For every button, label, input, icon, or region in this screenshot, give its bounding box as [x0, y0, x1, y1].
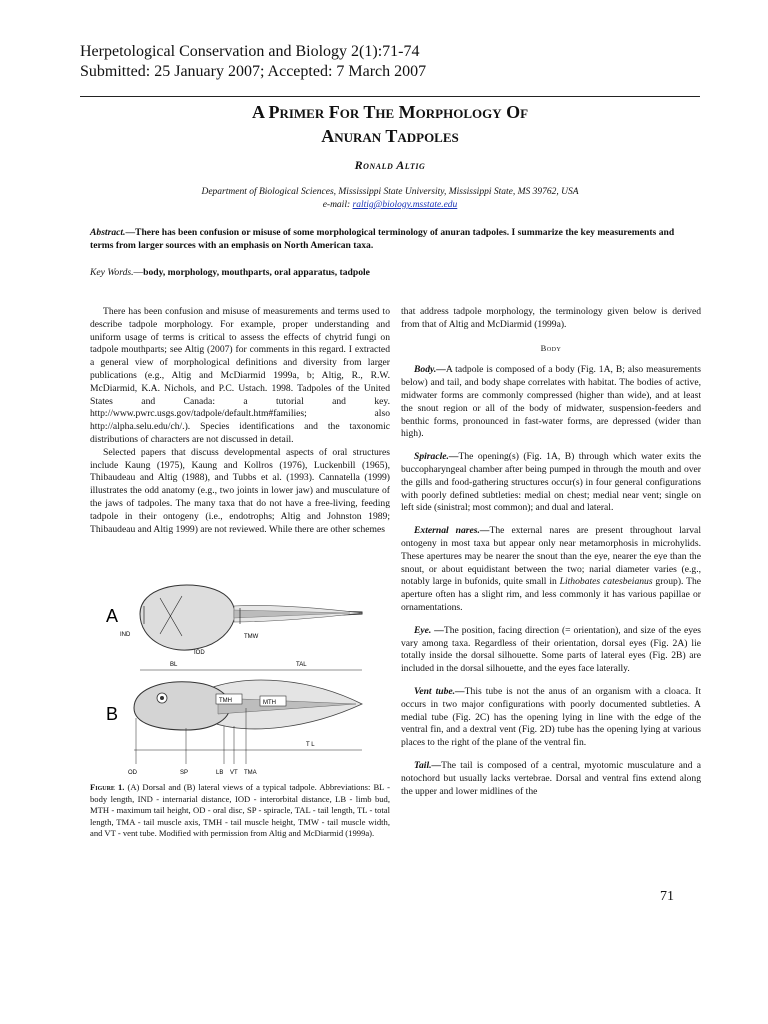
title-line-1: A Primer For The Morphology Of: [251, 102, 529, 122]
affiliation-email-line: [80, 199, 700, 212]
body-text: A tadpole is composed of a body (Fig. 1A, B; also measurements below) and tail, and body shape correlates with habitat. The bodies of active, midwater forms are commonly compressed (higher than wide), and at least the snout region or all of the body of midwater, suspension-feeders and benthic forms, pronounced in fast-water forms, are depressed (wider than high).: [401, 364, 701, 440]
tail-text: The tail is composed of a central, myotomic musculature and a notochord but usually lacks vertebrae. Dorsal and ventral fins extend along the upper and lower midlines of the: [401, 759, 701, 797]
header-rule: [80, 96, 700, 97]
email-prefix: e-mail:: [322, 200, 353, 210]
label-tl: T L: [306, 742, 315, 748]
label-tma: TMA: [244, 770, 257, 776]
affiliation-address: Department of Biological Sciences, Mississippi State University, Mississippi State, MS 39762, USA: [201, 187, 579, 197]
abstract-dash: —: [125, 227, 136, 238]
intro-paragraph-2: Selected papers that discuss developmental aspects of oral structures include Kaung (1975), Kaung and Kollros (1976), Luckenbill (1965), Thibaudeau and Altig (1988), and Tubbs et al. (1993). Cannatella (1999) illustrates the odd anatomy (e.g., two joints in lower jaw) and musculature of the jaws of tadpoles. The many taxa that do not have a free-living, feeding tadpole in their ontogeny (i.e., endotrophs; Altig and Johnston 1989; Thibaudeau and Altig 1999) are not reviewed. While there are other schemes: [90, 446, 390, 535]
tail-heading: Tail.—: [414, 759, 442, 771]
label-tmw: TMW: [244, 634, 259, 640]
tadpole-pupil: [160, 696, 164, 700]
figure-caption: [90, 782, 390, 840]
body-paragraph: [401, 364, 701, 441]
vent-text: This tube is not the anus of an organism with a cloaca. It occurs in two major configurations with poorly documented subtleties. A medial tube (Fig. 2C) has the opening lying in line with the edge of the ventral fin, and a dextral vent (Fig. 2D) tube has the opening lying at various places to the right of the plane of the ventral fin.: [401, 685, 701, 749]
spiracle-paragraph: [401, 451, 701, 515]
tadpole-figure: [100, 578, 370, 778]
left-column: [90, 306, 390, 536]
abstract-text: There has been confusion or misuse of some morphological terminology of anuran tadpoles. I summarize the key measurements and terms from larger sources with an emphasis on North American taxa.: [90, 227, 675, 251]
tail-paragraph: [401, 760, 701, 798]
keywords-label: Key Words.: [90, 267, 134, 278]
nares-text-1: The external nares are present throughout larval ontogeny in most taxa but appear only near metamorphosis in microhylids. These apertures may be nearer the snout than the eye, nearer the eye than the snout, or about equidistant between the two; narial diameter varies (e.g., notably large in bufonids, quite small in: [401, 525, 701, 588]
label-vt: VT: [230, 770, 238, 776]
affiliation: [80, 186, 700, 212]
spiracle-text: The opening(s) (Fig. 1A, B) through which water exits the buccopharyngeal chamber after being pumped in through the mouth and over the gills and food-gathering structures occur(s) in four general configurations with poorly defined subtleties: medial on chest; medial near vent; single on left side (sinistral; most common); and dual and lateral.: [401, 451, 701, 514]
label-ind: IND: [120, 632, 131, 638]
abstract-label: Abstract.: [90, 227, 126, 238]
label-od: OD: [128, 770, 137, 776]
label-lb: LB: [216, 770, 224, 776]
journal-header: [80, 42, 426, 82]
section-heading-body: Body: [540, 342, 562, 353]
label-mth: MTH: [263, 700, 276, 706]
label-tal: TAL: [296, 662, 307, 668]
figure-label-b: B: [106, 704, 119, 724]
body-heading: Body.—: [414, 364, 446, 376]
right-column: [401, 306, 701, 798]
spiracle-heading: Spiracle.—: [414, 451, 459, 463]
nares-paragraph: [401, 525, 701, 615]
keywords: [90, 266, 695, 279]
caption-label: Figure 1.: [90, 782, 125, 792]
label-sp: SP: [180, 770, 189, 776]
vent-heading: Vent tube.—: [414, 685, 465, 697]
article-title: [80, 100, 700, 148]
keywords-dash: —: [133, 267, 144, 278]
page-number: 71: [660, 889, 674, 904]
label-bl: BL: [170, 662, 178, 668]
label-iod: IOD: [194, 650, 205, 656]
keywords-text: body, morphology, mouthparts, oral apparatus, tadpole: [143, 267, 370, 278]
vent-paragraph: [401, 686, 701, 750]
figure-label-a: A: [106, 606, 119, 626]
eye-heading: Eye. —: [414, 624, 444, 636]
schemes-paragraph: that address tadpole morphology, the terminology given below is derived from that of Altig and McDiarmid (1999a).: [401, 306, 701, 330]
title-line-2: Anuran Tadpoles: [321, 126, 459, 146]
submission-dates: Submitted: 25 January 2007; Accepted: 7 March 2007: [80, 63, 427, 80]
intro-paragraph-1: There has been confusion and misuse of measurements and terms used to describe tadpole morphology. For example, proper understanding and uniform usage of terms is critical to assess the effects of chytrid fungi on tadpole mouthparts; see Altig (2007) for comments in this regard. I extracted a general view of morphological definitions and diversity from larger publications (e.g., Altig and McDiarmid 1999a, b; Altig, R., R.W. McDiarmid, K.A. Nichols, and P.C. Ustach. 1998. Tadpoles of the United States and Canada: a tutorial and key. http://www.pwrc.usgs.gov/tadpole/default.htm#families; also http://alpha.selu.edu/ch/.). Species identifications and the taxonomic distributions of characters are not discussed in detail.: [90, 306, 390, 445]
nares-species: Lithobates catesbeianus: [559, 576, 653, 588]
author-name: Ronald Altig: [354, 158, 426, 172]
eye-paragraph: [401, 625, 701, 676]
label-tmh: TMH: [219, 698, 232, 704]
tadpole-lateral-body: [134, 682, 230, 730]
abstract: [90, 226, 695, 252]
eye-text: The position, facing direction (= orientation), and size of the eyes vary among taxa. Regardless of their orientation, dorsal eyes (Fig. 2A) lie totally inside the dorsal silhouette. Some parts of lateral eyes (Fig. 2B) are included in the dorsal silhouette, and the eyes face laterally.: [401, 624, 701, 675]
nares-text-2: group). The aperture often has a slight rim, and less commonly it has various papillae or ornamentations.: [401, 576, 702, 613]
caption-text: (A) Dorsal and (B) lateral views of a typical tadpole. Abbreviations: BL - body length, IND - internarial distance, IOD - interorbital distance, LB - limb bud, MTH - maximum tail height, OD - oral disc, SP - spiracle, TAL - tail length, TL - total length, TMA - tail muscle axis, TMH - tail muscle height, TMW - tail muscle width, and VT - vent tube. Modified with permission from Altig and McDiarmid (1999a).: [90, 782, 391, 839]
nares-heading: External nares.—: [414, 525, 490, 537]
journal-citation: Herpetological Conservation and Biology 2(1):71-74: [80, 43, 420, 60]
email-link[interactable]: raltig@biology.msstate.edu: [352, 200, 458, 210]
